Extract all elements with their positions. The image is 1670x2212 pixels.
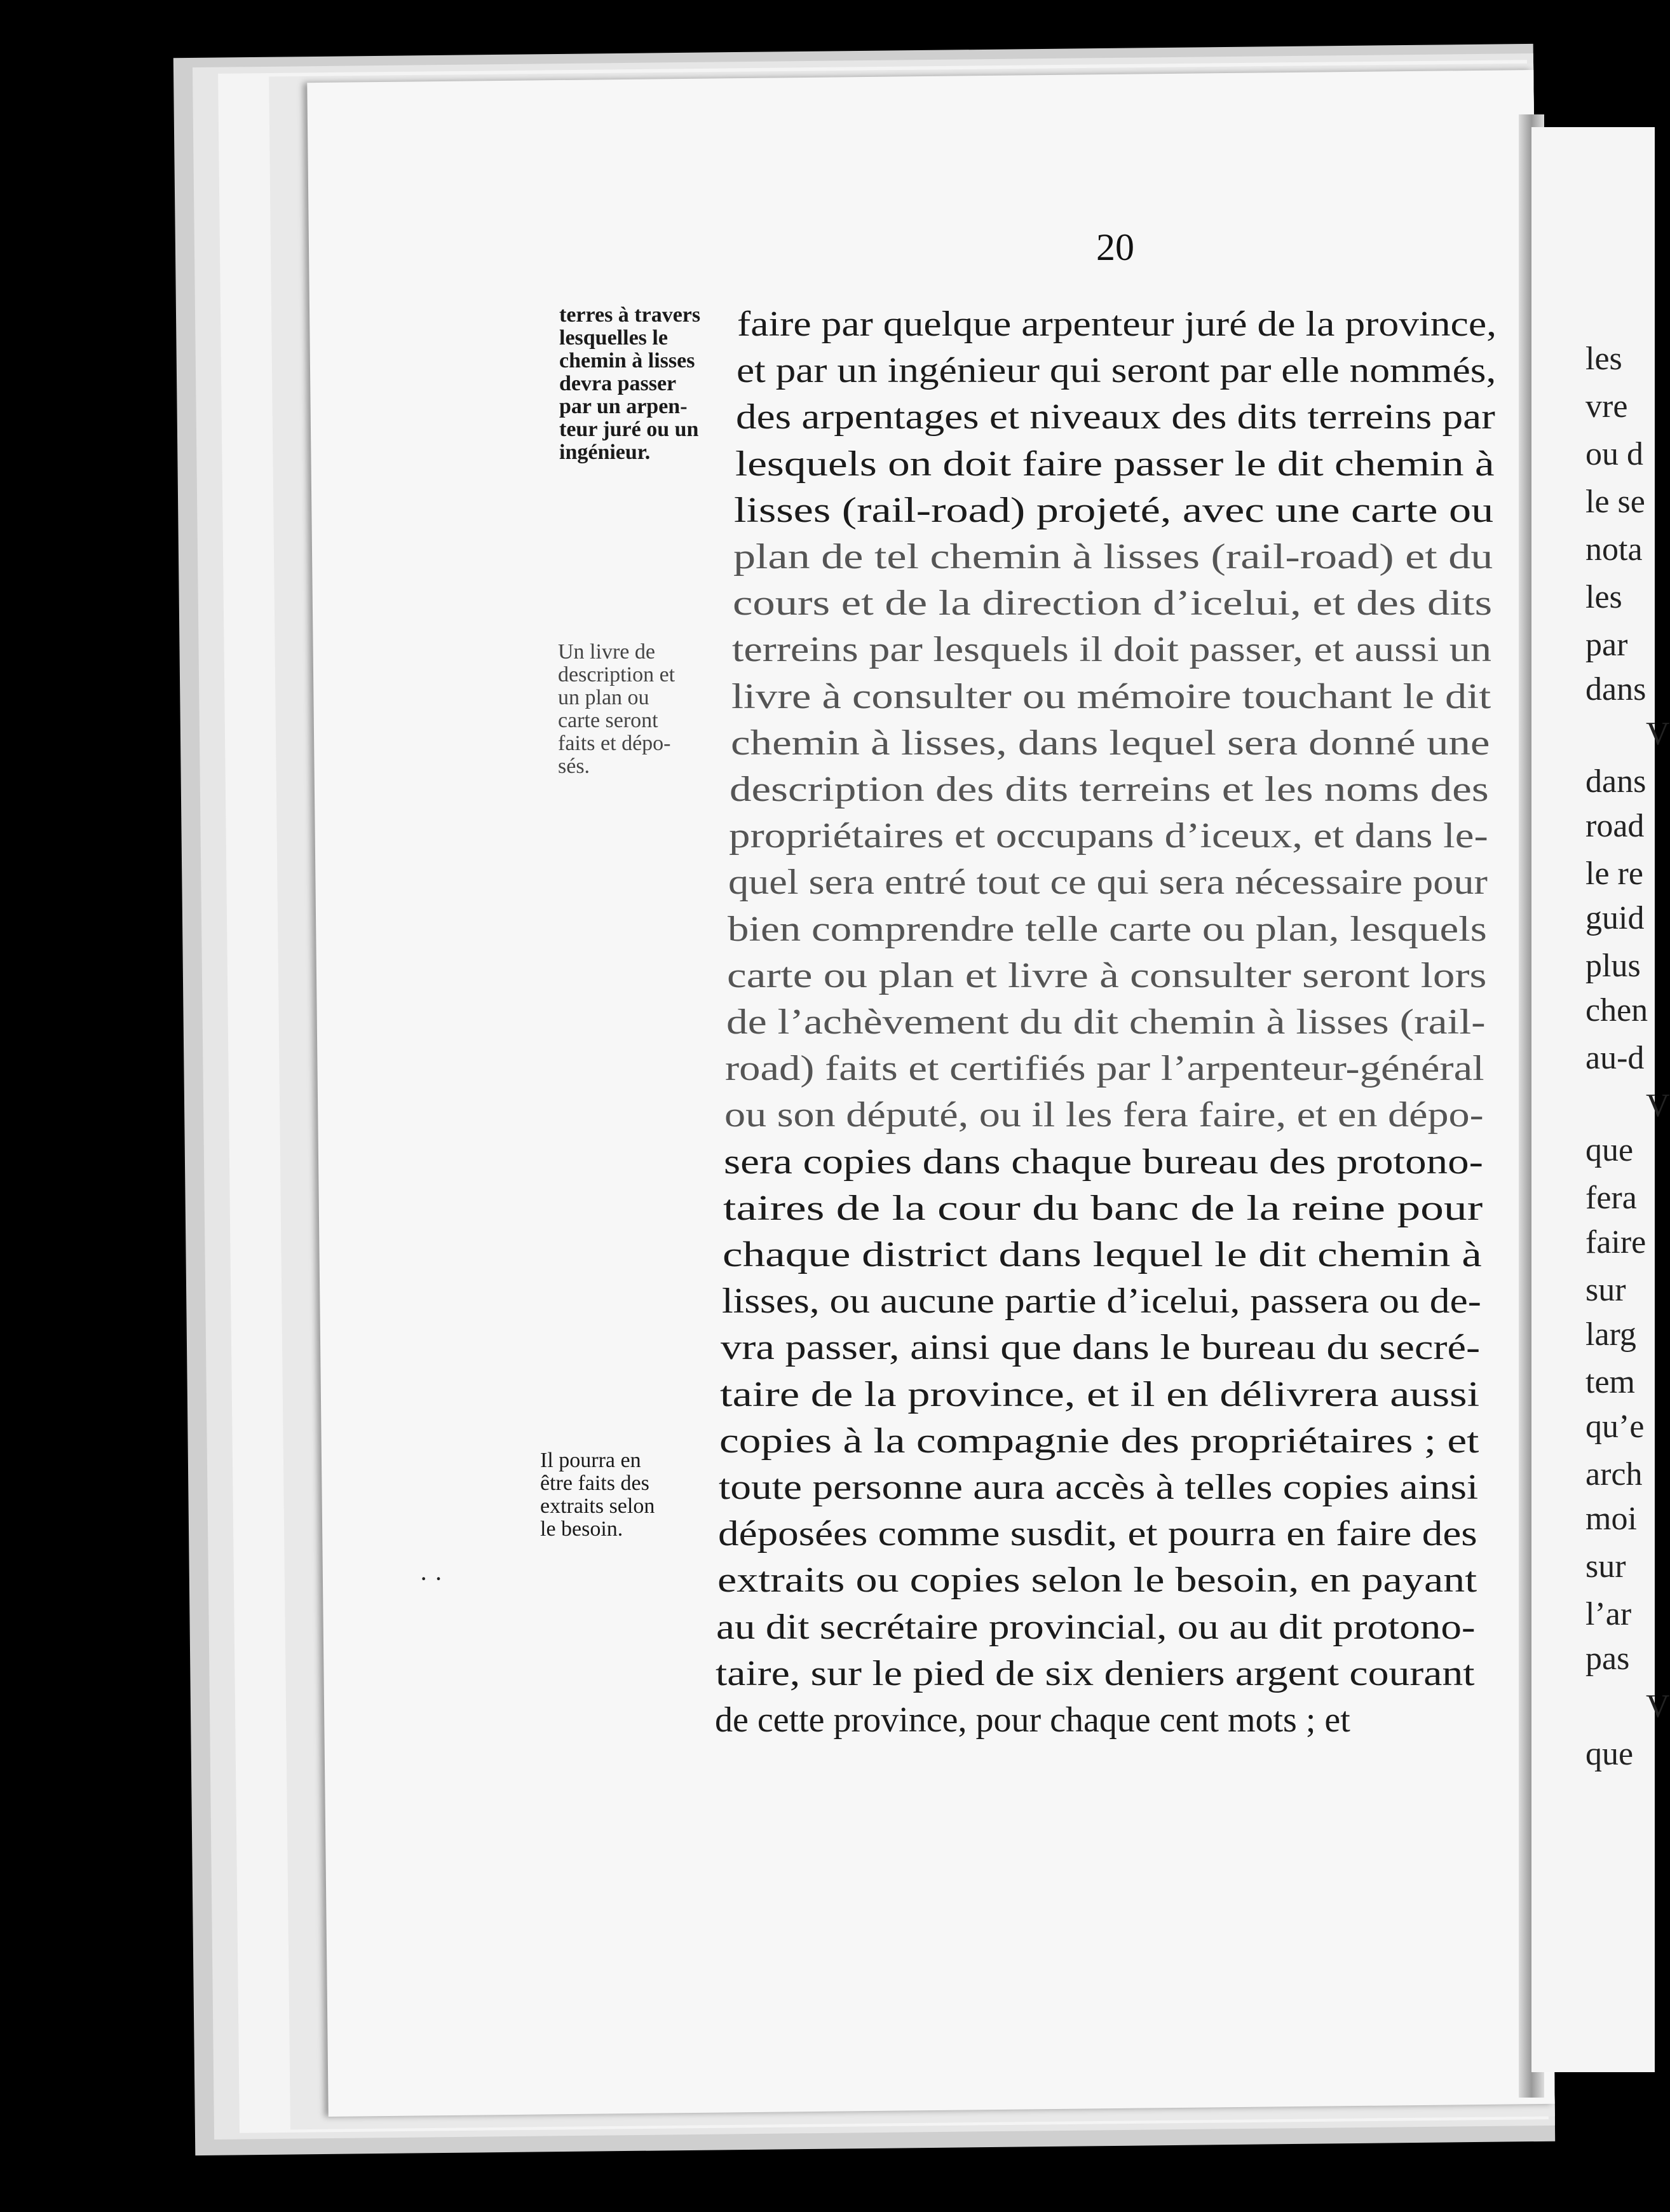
body-line: taire de la province, et il en délivrera aussi (720, 1374, 1480, 1414)
right-page-text-fragment: arch (1585, 1456, 1643, 1492)
body-line: road) faits et certifiés par l’arpenteur-général (725, 1049, 1484, 1089)
right-page-text-fragment: les (1585, 341, 1622, 377)
body-line: copies à la compagnie des propriétaires ; et (719, 1421, 1479, 1461)
body-line: extraits ou copies selon le besoin, en payant (717, 1560, 1477, 1601)
right-page-text-fragment: le re (1585, 856, 1643, 892)
right-page-text-fragment: pas (1585, 1641, 1630, 1677)
body-line: lisses (rail-road) projeté, avec une carte ou (734, 490, 1494, 530)
right-page-text-fragment: fera (1585, 1180, 1637, 1216)
body-line: taires de la cour du banc de la reine pour (723, 1188, 1483, 1228)
right-page-text-fragment: que (1585, 1736, 1634, 1772)
right-page-text-fragment: qu’e (1585, 1409, 1645, 1445)
right-page-text-fragment: V (1646, 716, 1670, 752)
body-line: chemin à lisses, dans lequel sera donné une (730, 723, 1490, 763)
right-page-text-fragment: les (1585, 579, 1622, 615)
right-page-text-fragment: chen (1585, 992, 1648, 1028)
right-page-text-fragment: moi (1585, 1501, 1637, 1537)
right-page-text-fragment: dans (1585, 763, 1646, 800)
right-page-text-fragment: guid (1585, 900, 1645, 936)
margin-note-survey: terres à travers lesquelles le chemin à lisses devra passer par un arpen- teur juré ou un ingénieur. (559, 303, 701, 464)
right-page-text-fragment: vre (1585, 388, 1628, 425)
right-page-text-fragment: sur (1585, 1272, 1626, 1308)
body-line: quel sera entré tout ce qui sera nécessaire pour (728, 863, 1488, 903)
right-page-text-fragment: plus (1585, 948, 1641, 984)
body-line: et par un ingénieur qui seront par elle nommés, (736, 351, 1497, 391)
body-line: au dit secrétaire provincial, ou au dit protono- (716, 1607, 1476, 1647)
body-line: de cette province, pour chaque cent mots ; et (715, 1700, 1350, 1740)
right-page-text-fragment: V (1646, 1088, 1670, 1124)
body-line: cours et de la direction d’icelui, et des dits (733, 584, 1493, 624)
page-number: 20 (1096, 226, 1134, 268)
body-line: vra passer, ainsi que dans le bureau du secré- (721, 1328, 1481, 1368)
right-page-text-fragment: road (1585, 808, 1645, 844)
right-page-text-fragment: tem (1585, 1364, 1635, 1400)
body-line: lisses, ou aucune partie d’icelui, passera ou de- (721, 1281, 1481, 1321)
body-line: bien comprendre telle carte ou plan, lesquels (727, 909, 1487, 949)
right-page-text-fragment: au-d (1585, 1040, 1645, 1076)
body-line: terreins par lesquels il doit passer, et aussi un (731, 630, 1491, 670)
body-line: lesquels on doit faire passer le dit chemin à (735, 444, 1495, 484)
right-page-text-fragment: V (1646, 1688, 1670, 1724)
body-line: livre à consulter ou mémoire touchant le dit (731, 676, 1491, 716)
body-line: ou son député, ou il les fera faire, et en dépo- (724, 1095, 1484, 1135)
right-page-text-fragment: ou d (1585, 436, 1643, 472)
right-page-text-fragment: par (1585, 627, 1628, 663)
body-line: déposées comme susdit, et pourra en faire des (717, 1514, 1477, 1554)
body-line: taire, sur le pied de six deniers argent courant (716, 1653, 1475, 1693)
right-page-text-fragment: l’ar (1585, 1596, 1632, 1632)
right-page-text-fragment: que (1585, 1132, 1634, 1168)
right-page-text-fragment: le se (1585, 484, 1645, 520)
right-page-fragment (1531, 127, 1670, 2072)
body-line: de l’achèvement du dit chemin à lisses (rail- (726, 1002, 1486, 1042)
body-line: sera copies dans chaque bureau des protono- (724, 1142, 1483, 1182)
body-line: description des dits terreins et les noms des (730, 770, 1490, 809)
body-line: des arpentages et niveaux des dits terreins par (735, 397, 1495, 437)
body-line: carte ou plan et livre à consulter seront lors (726, 955, 1487, 995)
margin-note-description-book: Un livre de description et un plan ou carte seront faits et dépo- sés. (558, 640, 675, 778)
right-page-text-fragment: nota (1585, 531, 1643, 568)
right-page-text-fragment: faire (1585, 1224, 1646, 1260)
body-line: toute personne aura accès à telles copies ainsi (718, 1468, 1479, 1507)
right-page-text-fragment: sur (1585, 1548, 1626, 1585)
margin-note-extracts: Il pourra en être faits des extraits selon le besoin. (540, 1449, 655, 1541)
body-line: chaque district dans lequel le dit chemin à (722, 1235, 1482, 1274)
body-line: plan de tel chemin à lisses (rail-road) et du (733, 537, 1493, 577)
right-page-text-fragment: dans (1585, 671, 1646, 707)
body-line: propriétaires et occupans d’iceux, et dans le- (729, 816, 1488, 856)
right-page-text-fragment: larg (1585, 1316, 1636, 1353)
body-line: faire par quelque arpenteur juré de la province, (737, 304, 1497, 344)
ink-speck: · · (419, 1564, 443, 1593)
